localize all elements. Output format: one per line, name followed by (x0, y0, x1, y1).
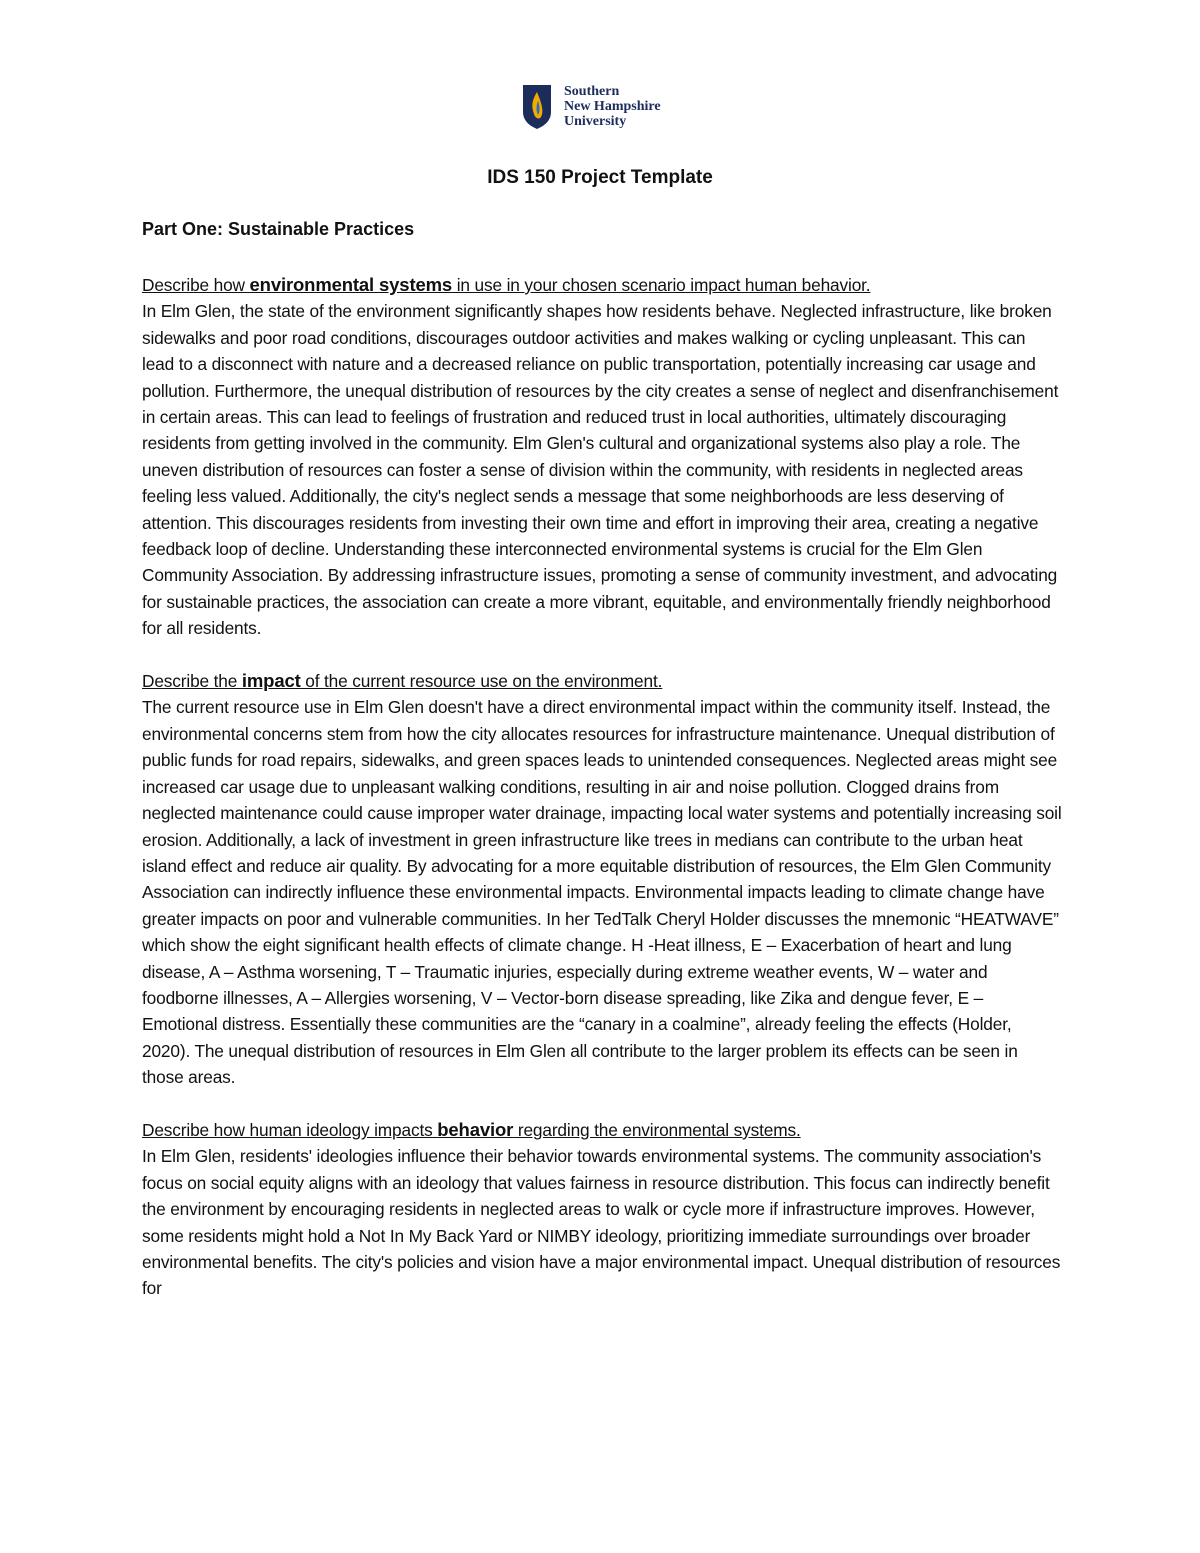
document-body (142, 272, 1062, 1302)
logo-line-3: University (564, 114, 627, 129)
logo-line-1: Southern (564, 84, 620, 99)
logo-wordmark (564, 84, 661, 129)
university-logo (522, 84, 661, 130)
section-2-answer: The current resource use in Elm Glen doesn't have a direct environmental impact within the community itself. Instead, the environmental concerns stem from how the city allocates resources for infrastructure maintenance. Unequal distribution of public funds for road repairs, sidewalks, and green spaces leads to unintended consequences. Neglected areas might see increased car usage due to unpleasant walking conditions, resulting in air and noise pollution. Clogged drains from neglected maintenance could cause improper water drainage, impacting local water systems and potentially increasing soil erosion. Additionally, a lack of investment in green infrastructure like trees in medians can contribute to the urban heat island effect and reduce air quality. By advocating for a more equitable distribution of resources, the Elm Glen Community Association can indirectly influence these environmental impacts. Environmental impacts leading to climate change have greater impacts on poor and vulnerable communities. In her TedTalk Cheryl Holder discusses the mnemonic “HEATWAVE” which show the eight significant health effects of climate change. H -Heat illness, E – Exacerbation of heart and lung disease, A – Asthma worsening, T – Traumatic injuries, especially during extreme weather events, W – water and foodborne illnesses, A – Allergies worsening, V – Vector-born disease spreading, like Zika and dengue fever, E – Emotional distress. Essentially these communities are the “canary in a coalmine”, already feeling the effects (Holder, 2020). The unequal distribution of resources in Elm Glen all contribute to the larger problem its effects can be seen in those areas. (142, 697, 1062, 1088)
logo-line-2: New Hampshire (564, 99, 661, 114)
section-1-question: Describe how environmental systems in use in your chosen scenario impact human behavior. (142, 274, 871, 295)
section-1-answer: In Elm Glen, the state of the environment significantly shapes how residents behave. Neglected infrastructure, like broken sidewalks and poor road conditions, discourages outdoor activities and makes walking or cycling unpleasant. This can lead to a disconnect with nature and a decreased reliance on public transportation, potentially increasing car usage and pollution. Furthermore, the unequal distribution of resources by the city creates a sense of neglect and disenfranchisement in certain areas. This can lead to feelings of frustration and reduced trust in local authorities, ultimately discouraging residents from getting involved in the community. Elm Glen's cultural and organizational systems also play a role. The uneven distribution of resources can foster a sense of division within the community, with residents in neglected areas feeling less valued. Additionally, the city's neglect sends a message that some neighborhoods are less deserving of attention. This discourages residents from investing their own time and effort in improving their area, creating a negative feedback loop of decline. Understanding these interconnected environmental systems is crucial for the Elm Glen Community Association. By addressing infrastructure issues, promoting a sense of community investment, and advocating for sustainable practices, the association can create a more vibrant, equitable, and environmentally friendly neighborhood for all residents. (142, 301, 1059, 639)
section-3-question: Describe how human ideology impacts behavior regarding the environmental systems. (142, 1118, 801, 1140)
shield-flame-icon (522, 84, 552, 130)
section-3-answer: In Elm Glen, residents' ideologies influence their behavior towards environmental systems. The community association's focus on social equity aligns with an ideology that values fairness in resource distribution. This focus can indirectly benefit the environment by encouraging residents in neglected areas to walk or cycle more if infrastructure improves. However, some residents might hold a Not In My Back Yard or NIMBY ideology, prioritizing immediate surroundings over broader environmental benefits. The city's policies and vision have a major environmental impact. Unequal distribution of resources for (142, 1146, 1061, 1299)
document-title: IDS 150 Project Template (487, 167, 713, 188)
part-heading: Part One: Sustainable Practices (142, 219, 415, 239)
section-2-question: Describe the impact of the current resource use on the environment. (142, 670, 663, 692)
